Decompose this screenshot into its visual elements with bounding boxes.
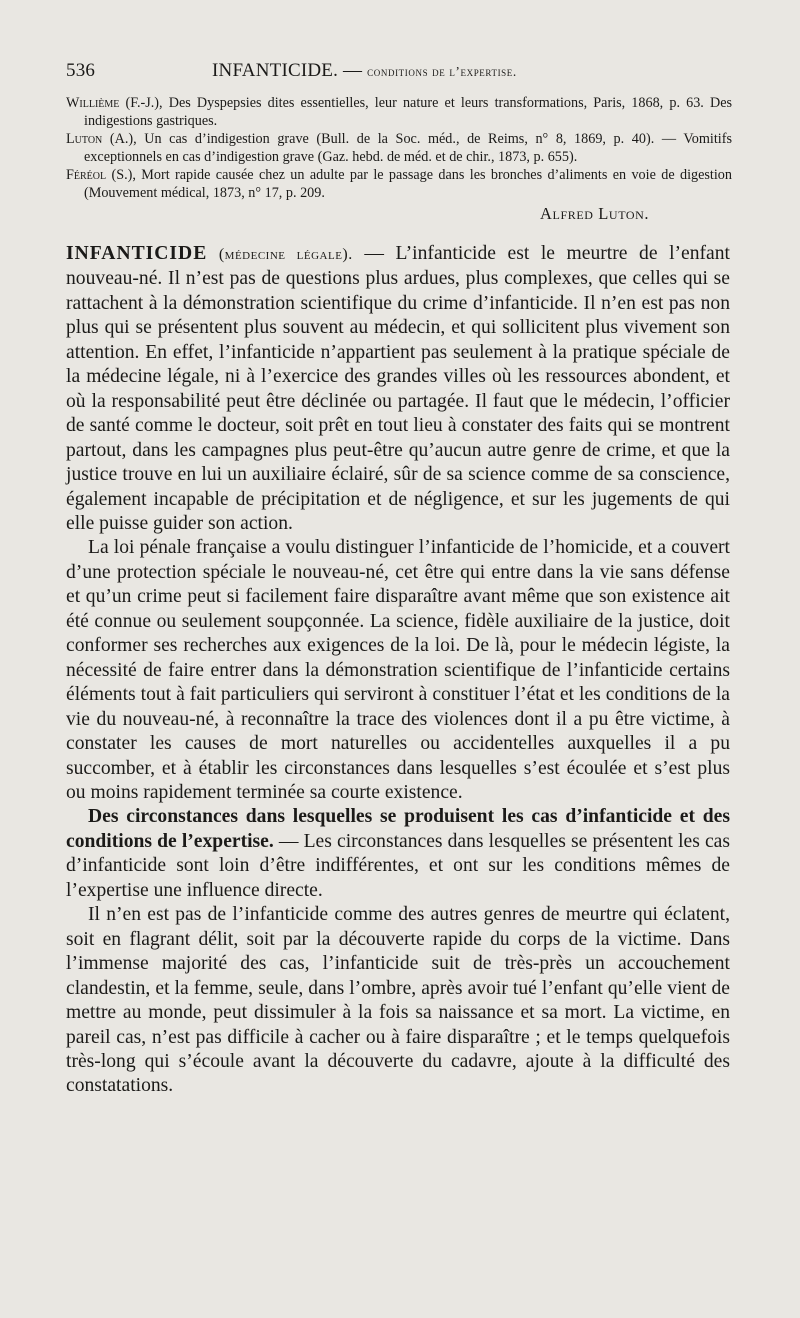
running-title-dash: — — [343, 60, 363, 81]
paragraph-text: — Les circonstances dans lesquelles se présentent les cas d’infanticide sont loin d’être indifférentes, et ont sur les conditions mêmes de l’expertise une influence directe. — [66, 830, 730, 901]
paragraph: La loi pénale française a voulu distinguer l’infanticide de l’homicide, et a couvert d’une protection spéciale le nouveau-né, cet être qui entre dans la vie sans défense et qu’un crime peut si facilement faire disparaître avant même que son existence ait été connue ou seulement soupçonnée. La science, fidèle auxiliaire de la justice, doit conformer ses recherches aux exigences de la loi. De là, pour le médecin légiste, la nécessité de faire entrer dans la démonstration scientifique de l’infanticide certains éléments tout à fait particuliers qui serviront à constituer l’état et les conditions de la vie du nouveau-né, à reconnaître la trace des violences dont il a pu être victime, à constater les causes de mort naturelles ou accidentelles auxquelles il a pu succomber, et à établir les circonstances dans lesquelles s’est écoulée et s’est plus ou moins rapidement terminée sa courte existence. — [66, 537, 730, 803]
bibliography-entry — [66, 166, 732, 202]
bibliography-entry — [66, 94, 732, 130]
section-heading: Des circonstances dans lesquelles se produisent les cas d’infanticide et des conditions de l’expertise. — [66, 806, 730, 852]
bibliography-text: Mort rapide causée chez un adulte par le passage dans les bronches d’aliments en voie de digestion (Mouvement médical, 1873, n° 17, p. 209. — [84, 167, 732, 201]
bibliography-text: Des Dyspepsies dites essentielles, leur nature et leurs transformations, Paris, 1868, p. 63. Des indigestions gastriques. — [84, 95, 733, 129]
paragraph — [66, 242, 730, 536]
running-title — [212, 60, 517, 82]
running-title-main: INFANTICIDE. — [212, 60, 339, 81]
page-number: 536 — [66, 60, 96, 81]
paragraph-text: — L’infanticide est le meurtre de l’enfant nouveau-né. Il n’est pas de questions plus ardues, plus complexes, que celles qui se rattachent à la démonstration scientifique du crime d’infanticide. Il n’en est pas non plus qui se présentent plus souvent au médecin, et qui sollicitent plus vivement son attention. En effet, l’infanticide n’appartient pas seulement à la pratique spéciale de la médecine légale, ni à l’exercice des grandes villes où les ressources abondent, et où la responsabilité peut être déclinée ou partagée. Il faut que le médecin, l’officier de santé comme le docteur, soit prêt en tout lieu à constater des faits qui se montrent partout, dans les campagnes plus peut-être qu’aucun autre genre de crime, et que la justice trouve en lui un auxiliaire éclairé, sûr de sa science comme de sa conscience, également incapable de précipitation et de négligence, et sur les jugements de qui elle puisse guider son action. — [66, 243, 730, 534]
paragraph: Il n’en est pas de l’infanticide comme des autres genres de meurtre qui éclatent, soit en flagrant délit, soit par la découverte rapide du corps de la victime. Dans l’immense majorité des cas, l’infanticide suit de très-près un accouchement clandestin, et la femme, seule, dans l’ombre, après avoir tué l’enfant qu’elle vient de mettre au monde, peut dissimuler à la fois sa naissance et sa mort. La victime, en pareil cas, n’est pas difficile à cacher ou à faire disparaître ; et le temps quelquefois très-long qui s’écoule avant la découverte du cadavre, ajoute à la difficulté des constatations. — [66, 904, 730, 1097]
bibliography-author: Féréol (S.), — [66, 167, 136, 183]
headword-qualifier: (médecine légale). — [218, 246, 353, 263]
bibliography — [66, 94, 732, 202]
running-title-sub: conditions de l’expertise. — [367, 64, 517, 79]
running-header — [66, 60, 756, 86]
author-signature: Alfred Luton. — [540, 204, 650, 223]
headword: INFANTICIDE — [66, 243, 208, 264]
bibliography-author: Luton (A.), — [66, 131, 137, 147]
bibliography-entry — [66, 130, 732, 166]
bibliography-text: Un cas d’indigestion grave (Bull. de la Soc. méd., de Reims, n° 8, 1869, p. 40). — Vomitifs exceptionnels en cas d’indigestion grave (Gaz. hebd. de méd. et de chir., 1873, p. 655). — [84, 131, 732, 165]
article-body — [66, 242, 730, 1099]
bibliography-author: Willième (F.-J.), — [66, 95, 163, 111]
paragraph — [66, 805, 730, 903]
